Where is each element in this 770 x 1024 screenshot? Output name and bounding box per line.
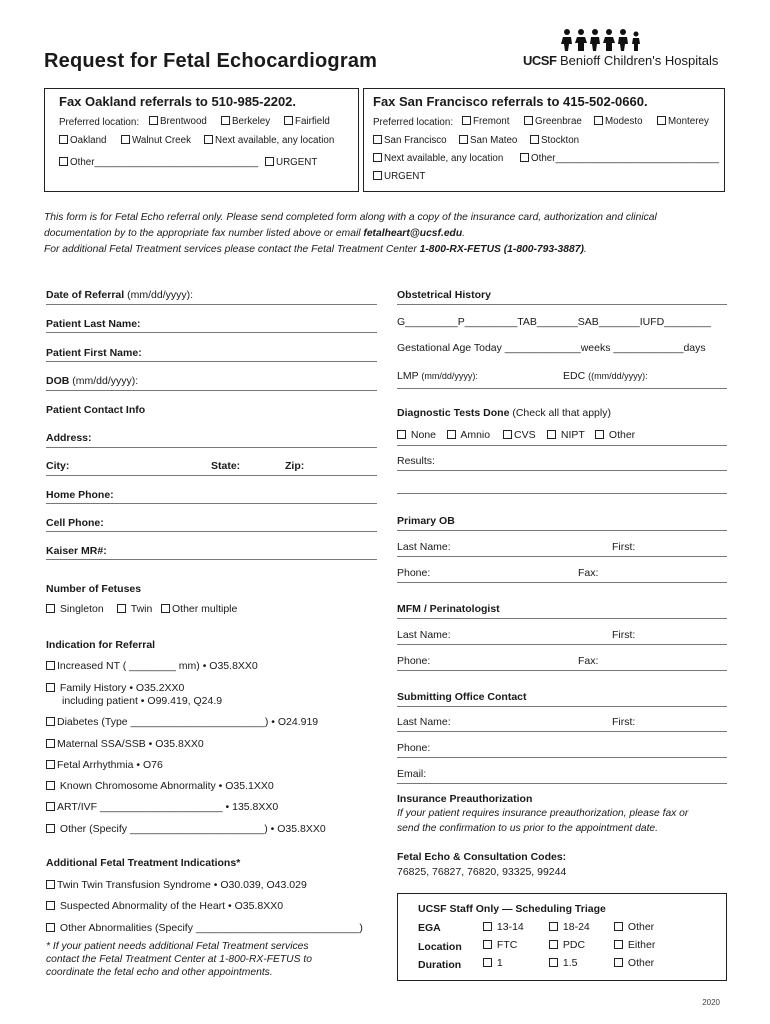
- mfm-fax-label: Fax:: [578, 655, 599, 667]
- patient-first-name-field[interactable]: [46, 361, 377, 362]
- location-either[interactable]: Either: [614, 939, 655, 951]
- indication-increased-nt[interactable]: Increased NT ( ________ mm) • O35.8XX0: [46, 660, 258, 672]
- diag-none[interactable]: None: [397, 429, 436, 441]
- option-greenbrae[interactable]: Greenbrae: [524, 116, 582, 127]
- submitting-name-field[interactable]: [397, 731, 727, 732]
- diagnostic-tests-label: Diagnostic Tests Done (Check all that apply): [397, 407, 611, 419]
- checkbox-icon[interactable]: [447, 430, 456, 439]
- checkbox-icon[interactable]: [46, 781, 55, 790]
- option-monterey[interactable]: Monterey: [657, 116, 709, 127]
- checkbox-icon[interactable]: [520, 153, 529, 162]
- option-next-available[interactable]: Next available, any location: [373, 153, 503, 164]
- duration-other[interactable]: Other: [614, 957, 654, 969]
- patient-contact-info-label: Patient Contact Info: [46, 404, 146, 416]
- state-label: State:: [211, 460, 241, 472]
- checkbox-icon[interactable]: [46, 739, 55, 748]
- address-label: Address:: [46, 432, 92, 444]
- submitting-office-label: Submitting Office Contact: [397, 691, 527, 703]
- mfm-label: MFM / Perinatologist: [397, 603, 500, 615]
- obstetrical-divider: [397, 304, 727, 305]
- patient-last-name-label: Patient Last Name:: [46, 318, 141, 330]
- primary-ob-first-label: First:: [612, 541, 636, 553]
- submitting-email-label: Email:: [397, 768, 427, 780]
- ega-13-14[interactable]: 13-14: [483, 921, 524, 933]
- indication-diabetes[interactable]: Diabetes (Type _______________________) • O24.919: [46, 716, 318, 728]
- patient-first-name-label: Patient First Name:: [46, 347, 142, 359]
- number-of-fetuses-label: Number of Fetuses: [46, 583, 142, 595]
- checkbox-icon[interactable]: [46, 802, 55, 811]
- logo-ucsf: UCSF: [523, 53, 557, 68]
- form-year: 2020: [702, 998, 720, 1007]
- ucsf-logo: [523, 28, 728, 74]
- indication-family-history[interactable]: Family History • O35.2XX0: [46, 682, 184, 694]
- option-stockton[interactable]: Stockton: [530, 135, 579, 146]
- ega-other[interactable]: Other: [614, 921, 654, 933]
- fax-sf-title: Fax San Francisco referrals to 415-502-0660.: [373, 94, 648, 109]
- ega-18-24[interactable]: 18-24: [549, 921, 590, 933]
- checkbox-icon[interactable]: [483, 922, 492, 931]
- option-fremont[interactable]: Fremont: [462, 116, 509, 127]
- option-other[interactable]: Other______________________________: [59, 157, 258, 168]
- staff-location-label: Location: [418, 941, 462, 953]
- diag-cvs[interactable]: CVS: [503, 429, 536, 441]
- primary-ob-phone-field[interactable]: [397, 582, 727, 583]
- fax-sf-box: [363, 88, 725, 192]
- checkbox-icon[interactable]: [204, 135, 213, 144]
- footnote-line-3: coordinate the fetal echo and other appointments.: [46, 967, 273, 978]
- results-label: Results:: [397, 455, 435, 467]
- insurance-note-2: send the confirmation to us prior to the appointment date.: [397, 823, 659, 834]
- checkbox-icon[interactable]: [46, 604, 55, 613]
- city-label: City:: [46, 460, 70, 472]
- checkbox-icon[interactable]: [46, 661, 55, 670]
- patient-last-name-field[interactable]: [46, 332, 377, 333]
- results-field[interactable]: [397, 470, 727, 471]
- checkbox-icon[interactable]: [117, 604, 126, 613]
- checkbox-icon[interactable]: [549, 940, 558, 949]
- date-of-referral-label: Date of Referral (mm/dd/yyyy):: [46, 289, 194, 301]
- option-other[interactable]: Other______________________________: [520, 153, 719, 164]
- logo-hospital-name: Benioff Children's Hospitals: [560, 53, 719, 68]
- gtpal-field[interactable]: G_________P_________TAB_______SAB_______IUFD________: [397, 316, 711, 328]
- option-walnut-creek[interactable]: Walnut Creek: [121, 135, 191, 146]
- fax-oakland-title: Fax Oakland referrals to 510-985-2202.: [59, 94, 297, 109]
- insurance-note-1: If your patient requires insurance preauthorization, please fax or: [397, 808, 689, 819]
- results-field-2[interactable]: [397, 493, 727, 494]
- checkbox-icon[interactable]: [265, 157, 274, 166]
- primary-ob-phone-label: Phone:: [397, 567, 431, 579]
- checkbox-icon[interactable]: [46, 923, 55, 932]
- footnote-line-2: contact the Fetal Treatment Center at 1-800-RX-FETUS to: [46, 954, 312, 965]
- indication-other[interactable]: Other (Specify _______________________) • O35.8XX0: [46, 823, 326, 835]
- primary-ob-fax-label: Fax:: [578, 567, 599, 579]
- option-modesto[interactable]: Modesto: [594, 116, 643, 127]
- checkbox-icon[interactable]: [46, 880, 55, 889]
- preferred-location-label: Preferred location:: [373, 117, 454, 128]
- home-phone-field[interactable]: [46, 503, 377, 504]
- checkbox-icon[interactable]: [530, 135, 539, 144]
- codes-title: Fetal Echo & Consultation Codes:: [397, 851, 567, 863]
- option-san-francisco[interactable]: San Francisco: [373, 135, 447, 146]
- primary-ob-name-field[interactable]: [397, 556, 727, 557]
- intro-line-3: For additional Fetal Treatment services please contact the Fetal Treatment Center 1-800-RX-FETUS (1-800-793-3887).: [44, 244, 587, 255]
- gestational-age-field[interactable]: Gestational Age Today _____________weeks ____________days: [397, 342, 706, 354]
- checkbox-icon[interactable]: [462, 116, 471, 125]
- intro-line-1: This form is for Fetal Echo referral only. Please send completed form along with a copy of the insurance card, authorization and clinical: [44, 212, 657, 223]
- checkbox-icon[interactable]: [373, 135, 382, 144]
- mfm-name-field[interactable]: [397, 644, 727, 645]
- indication-fetal-arrhythmia[interactable]: Fetal Arrhythmia • O76: [46, 759, 163, 771]
- primary-ob-last-name-label: Last Name:: [397, 541, 451, 553]
- option-other-multiple[interactable]: Other multiple: [161, 603, 237, 615]
- option-next-available[interactable]: Next available, any location: [204, 135, 334, 146]
- submitting-first-label: First:: [612, 716, 636, 728]
- diag-nipt[interactable]: NIPT: [547, 429, 585, 441]
- mfm-phone-field[interactable]: [397, 670, 727, 671]
- staff-ega-label: EGA: [418, 922, 441, 934]
- indication-art-ivf[interactable]: ART/IVF _____________________ • 135.8XX0: [46, 801, 278, 813]
- obstetrical-history-label: Obstetrical History: [397, 289, 491, 301]
- diag-amnio[interactable]: Amnio: [447, 429, 490, 441]
- checkbox-icon[interactable]: [284, 116, 293, 125]
- submitting-phone-label: Phone:: [397, 742, 431, 754]
- children-figures-icon: [561, 28, 641, 52]
- staff-duration-label: Duration: [418, 959, 462, 971]
- form-title: Request for Fetal Echocardiogram: [44, 50, 378, 72]
- additional-ttts[interactable]: Twin Twin Transfusion Syndrome • O30.039, O43.029: [46, 879, 307, 891]
- checkbox-icon[interactable]: [483, 958, 492, 967]
- duration-1[interactable]: 1: [483, 957, 503, 969]
- footnote-line-1: * If your patient needs additional Fetal Treatment services: [46, 941, 309, 952]
- checkbox-icon[interactable]: [657, 116, 666, 125]
- option-fairfield[interactable]: Fairfield: [284, 116, 330, 127]
- submitting-phone-field[interactable]: [397, 757, 727, 758]
- edc-label: EDC ((mm/dd/yyyy):: [563, 370, 648, 382]
- mfm-first-label: First:: [612, 629, 636, 641]
- option-twin[interactable]: Twin: [117, 603, 152, 615]
- insurance-preauth-label: Insurance Preauthorization: [397, 793, 533, 805]
- checkbox-icon[interactable]: [594, 116, 603, 125]
- checkbox-icon[interactable]: [595, 430, 604, 439]
- fax-oakland-box: [44, 88, 359, 192]
- indication-family-history-detail: including patient • O99.419, Q24.9: [62, 695, 223, 707]
- home-phone-label: Home Phone:: [46, 489, 114, 501]
- codes-list: 76825, 76827, 76820, 93325, 99244: [397, 866, 567, 878]
- option-urgent[interactable]: URGENT: [265, 157, 317, 168]
- checkbox-icon[interactable]: [614, 922, 623, 931]
- indication-maternal-ssa[interactable]: Maternal SSA/SSB • O35.8XX0: [46, 738, 204, 750]
- checkbox-icon[interactable]: [221, 116, 230, 125]
- checkbox-icon[interactable]: [503, 430, 512, 439]
- dob-field[interactable]: [46, 390, 377, 391]
- checkbox-icon[interactable]: [149, 116, 158, 125]
- checkbox-icon[interactable]: [524, 116, 533, 125]
- preferred-location-label: Preferred location:: [59, 117, 140, 128]
- dob-label: DOB (mm/dd/yyyy):: [46, 375, 139, 387]
- mfm-phone-label: Phone:: [397, 655, 431, 667]
- cell-phone-field[interactable]: [46, 531, 377, 532]
- checkbox-icon[interactable]: [59, 135, 68, 144]
- fetus-phone: 1-800-RX-FETUS (1-800-793-3887): [419, 244, 584, 255]
- checkbox-icon[interactable]: [549, 922, 558, 931]
- checkbox-icon[interactable]: [459, 135, 468, 144]
- location-pdc[interactable]: PDC: [549, 939, 585, 951]
- indication-chromosome[interactable]: Known Chromosome Abnormality • O35.1XX0: [46, 780, 274, 792]
- checkbox-icon[interactable]: [614, 958, 623, 967]
- additional-heart[interactable]: Suspected Abnormality of the Heart • O35.8XX0: [46, 900, 283, 912]
- duration-1-5[interactable]: 1.5: [549, 957, 578, 969]
- checkbox-icon[interactable]: [46, 717, 55, 726]
- checkbox-icon[interactable]: [397, 430, 406, 439]
- checkbox-icon[interactable]: [46, 683, 55, 692]
- submitting-email-field[interactable]: [397, 783, 727, 784]
- checkbox-icon[interactable]: [46, 901, 55, 910]
- lmp-edc-field[interactable]: [397, 388, 727, 389]
- additional-other[interactable]: Other Abnormalities (Specify ____________________________): [46, 922, 363, 934]
- checkbox-icon[interactable]: [46, 824, 55, 833]
- logo-wordmark: [523, 53, 718, 68]
- lmp-label: LMP (mm/dd/yyyy):: [397, 370, 478, 382]
- checkbox-icon[interactable]: [161, 604, 170, 613]
- intro-line-2: documentation by to the appropriate fax number listed above or email fetalheart@ucsf.edu.: [44, 228, 465, 239]
- additional-indications-label: Additional Fetal Treatment Indications*: [46, 857, 241, 869]
- submitting-last-name-label: Last Name:: [397, 716, 451, 728]
- primary-ob-divider: [397, 530, 727, 531]
- checkbox-icon[interactable]: [121, 135, 130, 144]
- checkbox-icon[interactable]: [59, 157, 68, 166]
- option-oakland[interactable]: Oakland: [59, 135, 107, 146]
- city-state-zip-field[interactable]: [46, 475, 377, 476]
- date-of-referral-field[interactable]: [46, 304, 377, 305]
- staff-title: UCSF Staff Only — Scheduling Triage: [418, 903, 606, 915]
- checkbox-icon[interactable]: [614, 940, 623, 949]
- kaiser-mr-field[interactable]: [46, 559, 377, 560]
- address-field[interactable]: [46, 447, 377, 448]
- zip-label: Zip:: [285, 460, 305, 472]
- option-singleton[interactable]: Singleton: [46, 603, 104, 615]
- checkbox-icon[interactable]: [373, 153, 382, 162]
- option-urgent[interactable]: URGENT: [373, 171, 425, 182]
- checkbox-icon[interactable]: [547, 430, 556, 439]
- primary-ob-label: Primary OB: [397, 515, 455, 527]
- mfm-last-name-label: Last Name:: [397, 629, 451, 641]
- email-link[interactable]: fetalheart@ucsf.edu: [363, 228, 463, 239]
- option-san-mateo[interactable]: San Mateo: [459, 135, 517, 146]
- checkbox-icon[interactable]: [46, 760, 55, 769]
- indication-label: Indication for Referral: [46, 639, 156, 651]
- submitting-divider: [397, 706, 727, 707]
- kaiser-mr-label: Kaiser MR#:: [46, 545, 107, 557]
- diag-divider: [397, 445, 727, 446]
- option-berkeley[interactable]: Berkeley: [221, 116, 270, 127]
- cell-phone-label: Cell Phone:: [46, 517, 104, 529]
- checkbox-icon[interactable]: [549, 958, 558, 967]
- option-brentwood[interactable]: Brentwood: [149, 116, 207, 127]
- checkbox-icon[interactable]: [373, 171, 382, 180]
- staff-triage-box: [397, 893, 727, 981]
- mfm-divider: [397, 618, 727, 619]
- checkbox-icon[interactable]: [483, 940, 492, 949]
- location-ftc[interactable]: FTC: [483, 939, 517, 951]
- diag-other[interactable]: Other: [595, 429, 635, 441]
